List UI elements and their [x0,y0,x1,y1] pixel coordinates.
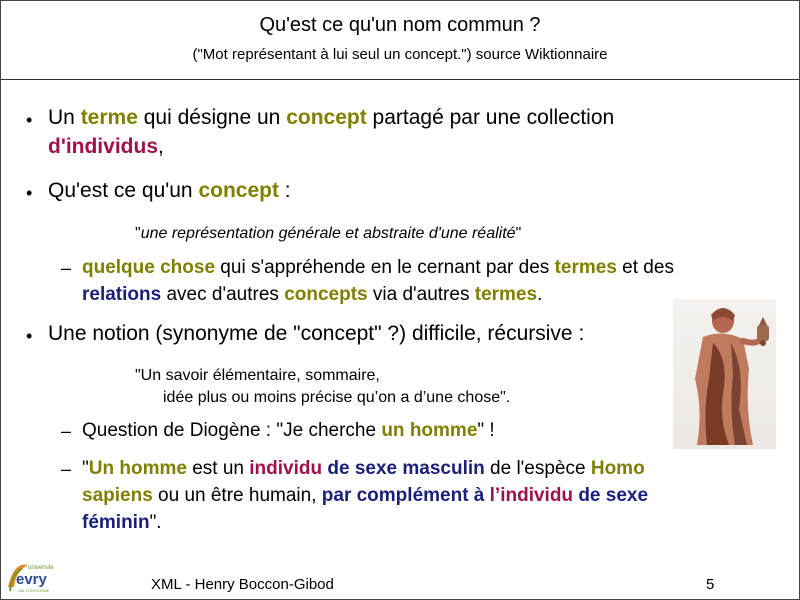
logo-name: evry [16,571,47,588]
text-segment: ou un être humain, [152,485,322,506]
text-segment: , [158,135,164,158]
slide-title: Qu'est ce qu'un nom commun ? [259,14,541,36]
bullet-dot: • [26,183,33,203]
text-segment: " [82,458,89,479]
bullet-1-line-2 [48,135,164,159]
quote-mark: " [135,225,141,242]
keyword-terme: terme [80,106,138,129]
keyword-sexe-masculin: de sexe masculin [327,458,485,479]
text-segment: avec d'autres [161,284,285,305]
keyword-concept: concept [198,179,279,202]
keyword-termes: termes [554,257,617,278]
keyword-termes: termes [474,284,538,305]
sub-bullet-2-line [82,420,495,442]
keyword-l-individu: l’individu [484,485,574,506]
slide-subtitle: ("Mot représentant à lui seul un concept.") source Wiktionnaire [192,46,608,63]
text-segment: : [278,179,291,202]
text-segment: . [537,284,543,305]
quote-notion-line-2: idée plus ou moins précise qu’on a d’une chose". [163,389,511,406]
bullet-2-line [48,179,291,203]
bullet-3-line: Une notion (synonyme de "concept" ?) difficile, récursive : [48,322,585,345]
quote-text: une représentation générale et abstraite d'une réalité [140,225,516,242]
text-segment: est un [186,458,250,479]
keyword-quelque-chose: quelque chose [82,257,216,278]
text-segment: de l'espèce [484,458,591,479]
quote-mark: " [515,225,522,242]
bullet-dot: • [26,326,33,346]
text-segment: via d'autres [367,284,475,305]
text-segment: qui désigne un [137,106,287,129]
text-segment: Question de Diogène : "Je cherche [82,420,382,441]
sub-bullet-dash: – [61,258,72,278]
keyword-concepts: concepts [284,284,368,305]
keyword-individu: individu [249,458,323,479]
keyword-feminin: féminin [82,512,150,533]
keyword-concept: concept [286,106,367,129]
quote-definition [135,225,521,243]
slide-header [1,1,799,80]
text-segment: partagé par une collection [366,106,615,129]
sub-bullet-dash: – [61,421,72,441]
sub-bullet-3-line-1 [82,458,645,480]
keyword-un-homme: un homme [381,420,478,441]
text-segment: " ! [477,420,495,441]
keyword-un-homme: Un homme [88,458,187,479]
sub-bullet-3-line-2 [82,485,648,507]
keyword-par-complement: par complément à [321,485,485,506]
logo-subtext: VAL D'ESSONNE [18,588,50,593]
footer-author: XML - Henry Boccon-Gibod [151,576,334,593]
bullet-dot: • [26,110,33,130]
quote-notion-line-1: "Un savoir élémentaire, sommaire, [135,367,380,384]
keyword-sapiens: sapiens [82,485,153,506]
evry-logo-icon [6,557,66,597]
keyword-de-sexe: de sexe [573,485,649,506]
keyword-homo: Homo [590,458,645,479]
text-segment: Un [48,106,81,129]
sub-bullet-3-line-3 [82,512,162,534]
diogenes-statue-image [673,299,776,449]
text-segment: ". [149,512,162,533]
sub-bullet-1-line-1 [82,257,674,279]
sub-bullet-1-line-2 [82,284,542,306]
text-segment: et des [616,257,674,278]
sub-bullet-dash: – [61,459,72,479]
text-segment: qui s'appréhende en le cernant par des [215,257,555,278]
logo-small-text: université [28,565,54,571]
diogenes-figure-icon [673,299,776,449]
keyword-relations: relations [82,284,162,305]
university-logo [6,557,66,597]
bullet-1-line-1 [48,106,614,130]
keyword-individus: d'individus [48,135,158,158]
page-number: 5 [706,576,715,593]
text-segment: Qu'est ce qu'un [48,179,199,202]
